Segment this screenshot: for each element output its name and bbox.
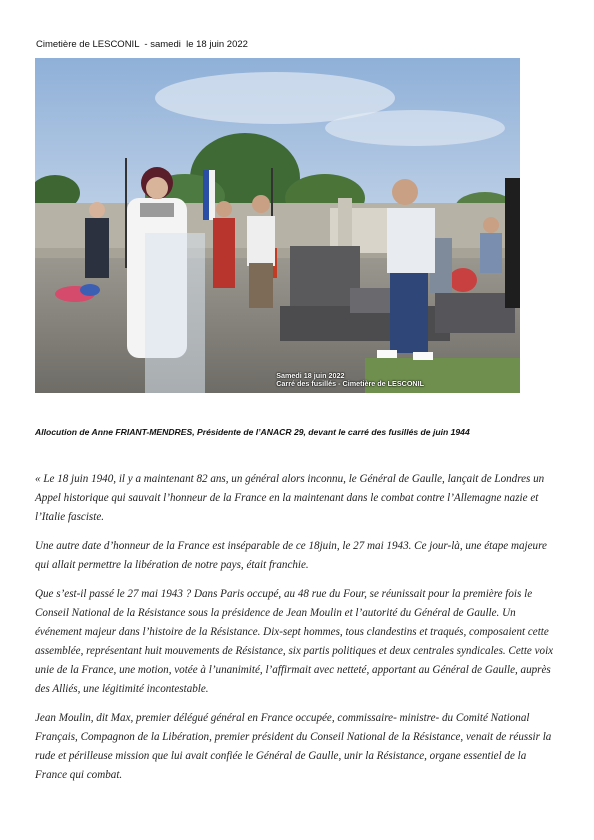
speech-text [35, 470, 560, 795]
photo-illustration [35, 58, 520, 393]
overlay-date: Samedi 18 juin 2022 [276, 370, 345, 380]
ceremony-photo [35, 58, 520, 393]
photo-overlay-caption [276, 372, 520, 393]
photo-caption: Allocution de Anne FRIANT-MENDRES, Présidente de l’ANACR 29, devant le carré des fusillés de juin 1944 [35, 427, 470, 437]
paragraph-4: Jean Moulin, dit Max, premier délégué général en France occupée, commissaire- ministre- du Comité National Français, Compagnon de la Libération, premier président du Conseil National de la Résistance, venait de réussir la rude et périlleuse mission que lui avait confiée le Général de Gaulle, unir la Résistance, organe essentiel de la France qui combat. [35, 712, 552, 781]
page-header: Cimetière de LESCONIL - samedi le 18 juin 2022 [36, 39, 248, 50]
paragraph-2: Une autre date d’honneur de la France est inséparable de ce 18juin, le 27 mai 1943. Ce jour-là, une étape majeure qui allait permettre la libération de notre pays, était franchie. [35, 540, 547, 571]
paragraph-1: « Le 18 juin 1940, il y a maintenant 82 ans, un général alors inconnu, le Général de Gaulle, lançait de Londres un Appel historique qui sauvait l’honneur de la France en la maintenant dans le combat contre l’Allemagne nazie et l’Italie fasciste. [35, 473, 545, 523]
paragraph-3: Que s’est-il passé le 27 mai 1943 ? Dans Paris occupé, au 48 rue du Four, se réunissait pour la première fois le Conseil National de la Résistance sous la présidence de Jean Moulin et l’autorité du Général de Gaulle. Un événement majeur dans l’histoire de la Résistance. Dix-sept hommes, tous clandestins et traqués, composaient cette assemblée, représentant huit mouvements de Résistance, six partis politiques et deux centrales syndicales. Cette voix unie de la France, une motion, votée à l’unanimité, l’affirmait avec netteté, apportant au Général de Gaulle, auprès des Alliés, une légitimité incontestable. [35, 588, 554, 695]
overlay-location: Carré des fusillés - Cimetière de LESCONIL [276, 379, 424, 389]
